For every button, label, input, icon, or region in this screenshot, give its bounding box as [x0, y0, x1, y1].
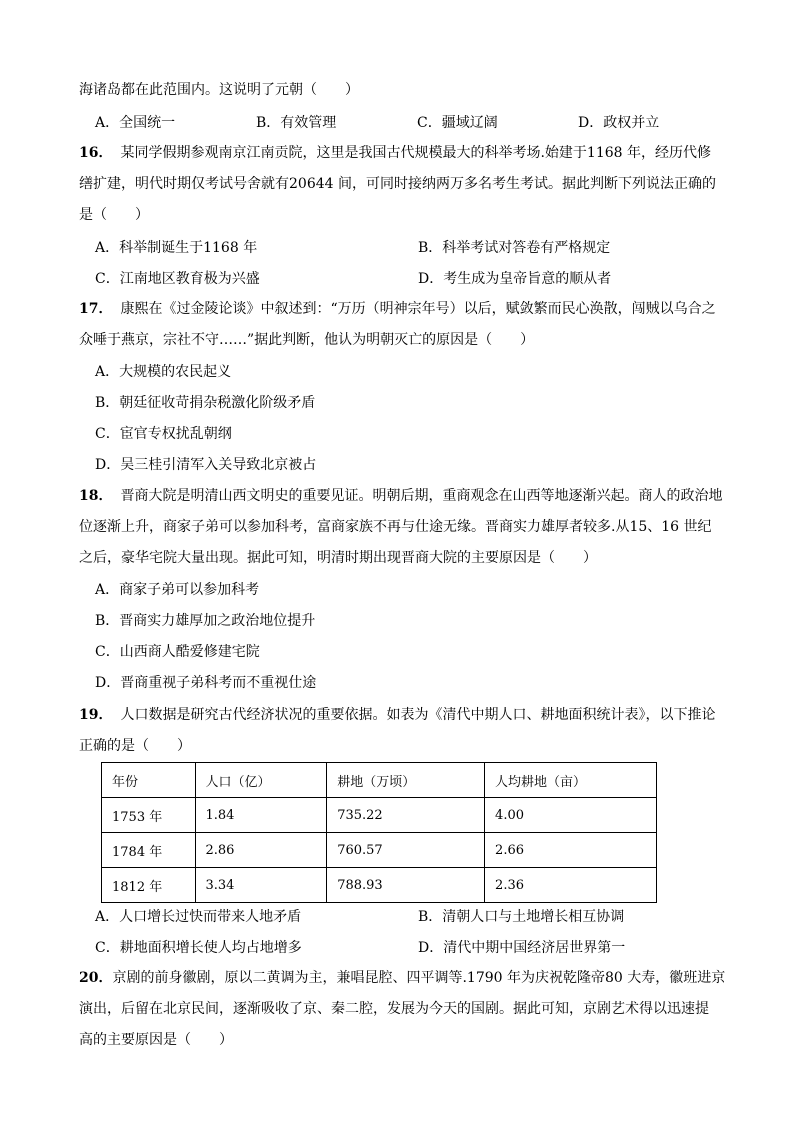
q19-option-b: B．清朝人口与土地增长相互协调 — [418, 909, 625, 925]
table-cell: 2.66 — [485, 833, 657, 868]
q18-option-b: B．晋商实力雄厚加之政治地位提升 — [95, 613, 316, 629]
table-cell: 735.22 — [327, 798, 485, 833]
table-cell: 1753 年 — [102, 798, 196, 833]
q19-number: 19． — [79, 707, 113, 723]
table-cell: 1812 年 — [102, 868, 196, 903]
table-cell: 1.84 — [195, 798, 327, 833]
q17-stem-line1 — [79, 299, 716, 319]
q20-text-line1: 京剧的前身徽剧，原以二黄调为主，兼唱昆腔、四平调等.1790 年为庆祝乾隆帝80 大寿，徽班进京 — [112, 970, 726, 986]
q15-stem-tail: 海诸岛都在此范围内。这说明了元朝（ ） — [79, 82, 359, 98]
q20-stem-line3: 高的主要原因是（ ） — [79, 1032, 233, 1048]
q17-text-line1: 康熙在《过金陵论谈》中叙述到：“万历（明神宗年号）以后，赋敛繁而民心涣散，闯贼以乌合之 — [120, 301, 716, 317]
table-row — [102, 833, 657, 868]
q18-option-c: C．山西商人酷爱修建宅院 — [95, 644, 260, 660]
q17-option-b: B．朝廷征收苛捐杂税激化阶级矛盾 — [95, 395, 316, 411]
q19-option-c: C．耕地面积增长使人均占地增多 — [95, 940, 302, 956]
q20-number: 20． — [79, 970, 113, 986]
q18-stem-line2: 位逐渐上升，商家子弟可以参加科考，富商家族不再与仕途无缘。晋商实力雄厚者较多.从15、16 世纪 — [79, 519, 712, 535]
q15-option-a: A．全国统一 — [95, 115, 176, 131]
q16-option-d: D．考生成为皇帝旨意的顺从者 — [418, 271, 612, 287]
q15-option-c: C．疆域辽阔 — [417, 115, 498, 131]
q18-option-d: D．晋商重视子弟科考而不重视仕途 — [95, 675, 317, 691]
table-cell: 2.36 — [485, 868, 657, 903]
table-header-cell: 耕地（万顷） — [327, 763, 485, 798]
table-header-cell: 年份 — [102, 763, 196, 798]
q20-stem-line2: 演出，后留在北京民间，逐渐吸收了京、秦二腔，发展为今天的国剧。据此可知，京剧艺术得以迅速提 — [79, 1001, 709, 1017]
q18-number: 18． — [79, 488, 113, 504]
table-cell: 2.86 — [195, 833, 327, 868]
table-cell: 4.00 — [485, 798, 657, 833]
table-cell: 1784 年 — [102, 833, 196, 868]
q18-text-line1: 晋商大院是明清山西文明史的重要见证。明朝后期，重商观念在山西等地逐渐兴起。商人的政治地 — [120, 488, 723, 504]
q16-option-c: C．江南地区教育极为兴盛 — [95, 271, 260, 287]
q19-stem-line1 — [79, 705, 715, 725]
table-cell: 760.57 — [327, 833, 485, 868]
table-cell: 3.34 — [195, 868, 327, 903]
table-header-cell: 人均耕地（亩） — [485, 763, 657, 798]
q16-number: 16． — [79, 145, 113, 161]
q17-stem-line2: 众唾于燕京，宗社不守……”据此判断，他认为明朝灭亡的原因是（ ） — [79, 332, 535, 348]
q18-stem-line1 — [79, 486, 722, 506]
q16-option-a: A．科举制诞生于1168 年 — [95, 240, 258, 256]
q18-stem-line3: 之后，豪华宅院大量出现。据此可知，明清时期出现晋商大院的主要原因是（ ） — [79, 550, 597, 566]
q17-option-a: A．大规模的农民起义 — [95, 364, 232, 380]
table-row — [102, 868, 657, 903]
q16-text-line1: 某同学假期参观南京江南贡院，这里是我国古代规模最大的科举考场.始建于1168 年，经历代修 — [120, 145, 712, 161]
q16-stem-line3: 是（ ） — [79, 207, 149, 223]
q17-option-c: C．宦官专权扰乱朝纲 — [95, 426, 232, 442]
q17-option-d: D．吴三桂引清军入关导致北京被占 — [95, 457, 317, 473]
table-header-row — [102, 763, 657, 798]
q18-option-a: A．商家子弟可以参加科考 — [95, 582, 260, 598]
q19-stem-line2: 正确的是（ ） — [79, 738, 191, 754]
q15-option-b: B．有效管理 — [256, 115, 337, 131]
q19-option-d: D．清代中期中国经济居世界第一 — [418, 940, 626, 956]
q16-stem-line2: 缮扩建，明代时期仅考试号舍就有20644 间，可同时接纳两万多名考生考试。据此判断下列说法正确的 — [79, 176, 716, 192]
q20-stem-line1 — [79, 968, 725, 988]
q16-option-b: B．科举考试对答卷有严格规定 — [418, 240, 611, 256]
q15-option-d: D．政权并立 — [578, 115, 660, 131]
population-farmland-table — [101, 762, 657, 903]
q17-number: 17． — [79, 301, 113, 317]
table-cell: 788.93 — [327, 868, 485, 903]
q19-option-a: A．人口增长过快而带来人地矛盾 — [95, 909, 302, 925]
table-header-cell: 人口（亿） — [195, 763, 327, 798]
q16-stem-line1 — [79, 143, 711, 163]
q19-text-line1: 人口数据是研究古代经济状况的重要依据。如表为《清代中期人口、耕地面积统计表》，以下推论 — [120, 707, 716, 723]
table-row — [102, 798, 657, 833]
